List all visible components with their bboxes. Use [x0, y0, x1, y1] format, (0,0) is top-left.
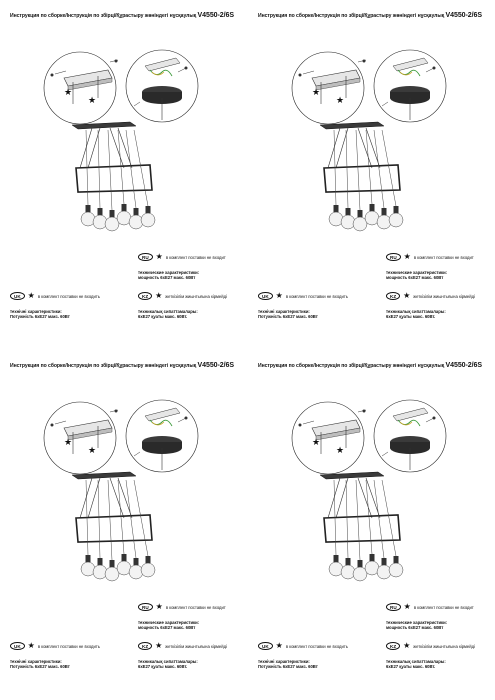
ru-note: RU ★ в комплект поставки не входит [386, 603, 474, 611]
uk-badge: UK [258, 642, 273, 650]
instruction-sheet-bottom-right [248, 350, 495, 700]
uk-note: UK ★ в комплект поставки не входить [10, 642, 100, 650]
pendant-lamp-icon [320, 122, 403, 231]
bracket-detail-icon [292, 52, 366, 124]
instruction-sheet-bottom-left [0, 350, 247, 700]
ru-specs: технические характеристики: мощность 6хE27 макс. 60Вт [386, 270, 448, 280]
model-number: V4550-2/6S [197, 12, 235, 19]
kz-badge: KZ [386, 292, 400, 300]
star-icon: ★ [27, 291, 35, 300]
svg-text:★: ★ [336, 95, 345, 105]
ru-badge: RU [138, 253, 153, 261]
star-icon: ★ [155, 252, 163, 261]
ceiling-mount-detail-icon [374, 400, 446, 472]
star-icon: ★ [403, 252, 411, 261]
uk-note: UK ★ в комплект поставки не входить [258, 642, 348, 650]
model-number: V4550-2/6S [197, 362, 235, 369]
star-icon: ★ [275, 291, 283, 300]
svg-text:★: ★ [336, 445, 345, 455]
kz-specs: техникалық сипаттамалары: 6хE27 қуаты макс. 60Вт. [386, 659, 446, 669]
uk-note: UK ★ в комплект поставки не входить [258, 292, 348, 300]
svg-text:★: ★ [64, 87, 73, 97]
kz-badge: KZ [138, 642, 152, 650]
star-icon: ★ [155, 291, 163, 300]
model-number: V4550-2/6S [445, 12, 483, 19]
bracket-detail-icon [44, 52, 118, 124]
model-number: V4550-2/6S [445, 362, 483, 369]
star-icon: ★ [155, 602, 163, 611]
kz-badge: KZ [386, 642, 400, 650]
svg-text:★: ★ [312, 87, 321, 97]
ru-badge: RU [386, 253, 401, 261]
svg-text:★: ★ [64, 437, 73, 447]
ru-specs: технические характеристики: мощность 6хE27 макс. 60Вт [138, 620, 200, 630]
ceiling-mount-detail-icon [126, 400, 198, 472]
svg-text:★: ★ [312, 437, 321, 447]
uk-specs: технічні характеристики: Потужність 6хE27 макс. 60Вт [10, 659, 70, 669]
kz-note: KZ ★ жеткізілім жиынтығына кірмейді [138, 642, 227, 650]
pendant-lamp-icon [72, 122, 155, 231]
instruction-sheet-top-right [248, 0, 495, 350]
star-icon: ★ [403, 602, 411, 611]
ru-specs: технические характеристики: мощность 6хE27 макс. 60Вт [386, 620, 448, 630]
uk-badge: UK [258, 292, 273, 300]
kz-specs: техникалық сипаттамалары: 6хE27 қуаты макс. 60Вт. [138, 659, 198, 669]
ru-note: RU ★ в комплект поставки не входит [138, 253, 226, 261]
kz-note: KZ ★ жеткізілім жиынтығына кірмейді [386, 292, 475, 300]
ceiling-mount-detail-icon [374, 50, 446, 122]
pendant-lamp-icon [72, 472, 155, 581]
kz-specs: техникалық сипаттамалары: 6хE27 қуаты макс. 60Вт. [138, 309, 198, 319]
page-title: Инструкция по сборке/Інструкція по збірці/Құрастыру жөніндегі нұсқаулық V4550-2/6S [10, 12, 235, 19]
page-title: Инструкция по сборке/Інструкція по збірці/Құрастыру жөніндегі нұсқаулық V4550-2/6S [10, 362, 235, 369]
ru-note: RU ★ в комплект поставки не входит [138, 603, 226, 611]
bracket-detail-icon [292, 402, 366, 474]
uk-specs: технічні характеристики: Потужність 6хE27 макс. 60Вт [258, 659, 318, 669]
kz-note: KZ ★ жеткізілім жиынтығына кірмейді [138, 292, 227, 300]
ru-specs: технические характеристики: мощность 6хE27 макс. 60Вт [138, 270, 200, 280]
uk-specs: технічні характеристики: Потужність 6хE27 макс. 60Вт [10, 309, 70, 319]
page-title: Инструкция по сборке/Інструкція по збірці/Құрастыру жөніндегі нұсқаулық V4550-2/6S [258, 362, 483, 369]
pendant-lamp-icon [320, 472, 403, 581]
uk-badge: UK [10, 292, 25, 300]
kz-specs: техникалық сипаттамалары: 6хE27 қуаты макс. 60Вт. [386, 309, 446, 319]
kz-badge: KZ [138, 292, 152, 300]
svg-text:★: ★ [88, 95, 97, 105]
svg-text:★: ★ [88, 445, 97, 455]
bracket-detail-icon [44, 402, 118, 474]
star-icon: ★ [403, 291, 411, 300]
star-icon: ★ [403, 641, 411, 650]
ru-badge: RU [386, 603, 401, 611]
star-icon: ★ [155, 641, 163, 650]
uk-note: UK ★ в комплект поставки не входить [10, 292, 100, 300]
page-title: Инструкция по сборке/Інструкція по збірці/Құрастыру жөніндегі нұсқаулық V4550-2/6S [258, 12, 483, 19]
ru-badge: RU [138, 603, 153, 611]
star-icon: ★ [275, 641, 283, 650]
instruction-sheet-top-left [0, 0, 247, 350]
star-icon: ★ [27, 641, 35, 650]
uk-specs: технічні характеристики: Потужність 6хE27 макс. 60Вт [258, 309, 318, 319]
kz-note: KZ ★ жеткізілім жиынтығына кірмейді [386, 642, 475, 650]
ceiling-mount-detail-icon [126, 50, 198, 122]
uk-badge: UK [10, 642, 25, 650]
ru-note: RU ★ в комплект поставки не входит [386, 253, 474, 261]
